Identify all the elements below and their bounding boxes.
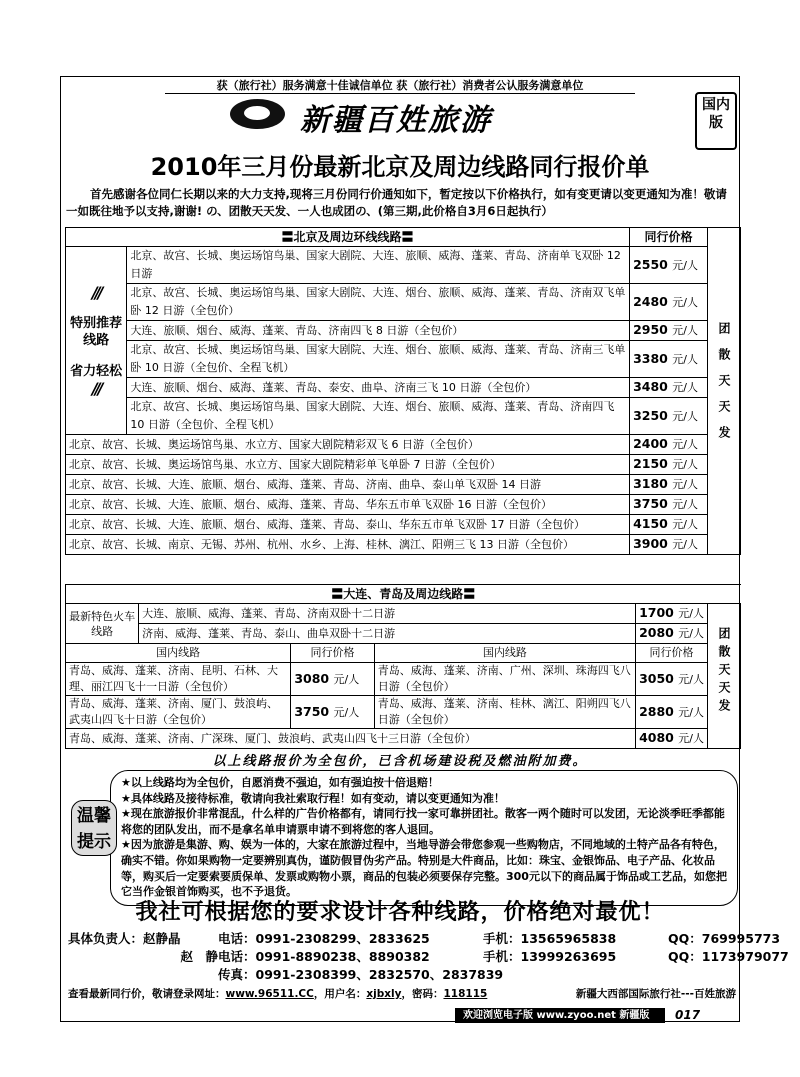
tip-item: ★因为旅游是集游、购、娱为一体的，大家在旅游过程中，当地导游会带您参观一些购物店，不同地域的土特产品各有特色，确实不错。你如果购物一定要辨别真伪，谨防假冒伪劣产品。特别是大件商品，比如：珠宝、金银饰品、电子产品、化妆品等，购买后一定要索要质保单、发票或购物小票，商品的包装必须要保存完整。300元以下的商品属于饰品或工艺品，如您把它当作金银首饰购买，也不予退货。	[121, 838, 727, 899]
recommended-side-label	[66, 247, 127, 435]
price-cell: 2950 元/人	[630, 321, 708, 341]
intro-text: 首先感谢各位同仁长期以来的大力支持,现将三月份同行价通知如下，暂定按以下价格执行，如有变更请以变更通知为准！敬请一如既往地予以支持,谢谢! の、团散天天发、一人也成团の、(第三期,此价格自3月6日起执行）	[66, 187, 727, 218]
price-cell: 3180 元/人	[630, 475, 708, 495]
user-label: ，用户名：	[313, 988, 367, 1000]
username-value: xjbxly	[366, 988, 402, 1000]
tips-badge: 温馨提示	[71, 800, 117, 856]
section1-header: 〓北京及周边环线线路〓	[66, 228, 630, 247]
route-cell: 北京、故宫、长城、奥运场馆鸟巢、国家大剧院、大连、旅顺、威海、蓬莱、青岛、济南单飞双卧 12 日游	[127, 247, 630, 284]
easy-label: 省力轻松	[70, 364, 123, 379]
train-label: 最新特色火车线路	[66, 604, 139, 644]
route-cell: 北京、故宫、长城、南京、无锡、苏州、杭州、水乡、上海、桂林、漓江、阳朔三飞 13 日游（全包价）	[66, 535, 630, 555]
route-cell: 北京、故宫、长城、奥运场馆鸟巢、水立方、国家大剧院精彩单飞单卧 7 日游（全包价）	[66, 455, 630, 475]
contact-row	[68, 948, 789, 966]
route-cell: 青岛、威海、蓬莱、济南、广州、深圳、珠海四飞八日游（全包价）	[374, 663, 635, 696]
recommend-mark-icon: ///	[91, 283, 101, 302]
award-banner: 获（旅行社）服务满意十佳诚信单位 获（旅行社）消费者公认服务满意单位	[165, 79, 635, 94]
contact-row	[68, 930, 789, 948]
col-price-header: 同行价格	[636, 644, 708, 663]
route-cell: 北京、故宫、长城、奥运场馆鸟巢、水立方、国家大剧院精彩双飞 6 日游（全包价）	[66, 435, 630, 455]
route-cell: 大连、旅顺、威海、蓬莱、青岛、济南双卧十二日游	[139, 604, 636, 624]
route-cell: 青岛、威海、蓬莱、济南、桂林、漓江、阳朔四飞八日游（全包价）	[374, 696, 635, 729]
route-cell: 大连、旅顺、烟台、威海、蓬莱、青岛、济南四飞 8 日游（全包价）	[127, 321, 630, 341]
website-link[interactable]: www.96511.CC	[225, 988, 314, 1000]
domestic-edition-tag: 国内版	[695, 92, 737, 150]
price-cell: 3900 元/人	[630, 535, 708, 555]
price-cell: 2550 元/人	[630, 247, 708, 284]
contact-fax: 传真：0991-2308399、2832570、2837839	[218, 967, 504, 982]
price-cell: 3750 元/人	[630, 495, 708, 515]
contact-qq: QQ：1173979077	[668, 949, 789, 964]
price-header: 同行价格	[630, 228, 708, 247]
route-cell: 青岛、威海、蓬莱、济南、昆明、石林、大理、丽江四飞十一日游（全包价）	[66, 663, 291, 696]
price-cell: 2400 元/人	[630, 435, 708, 455]
price-cell: 3480 元/人	[630, 378, 708, 398]
route-cell: 北京、故宫、长城、奥运场馆鸟巢、国家大剧院、大连、烟台、旅顺、威海、蓬莱、青岛、济南四飞 10 日游（全包价、全程飞机）	[127, 398, 630, 435]
daily-departure-label: 团散天天发	[707, 228, 740, 555]
footer-bar: 欢迎浏览电子版 www.zyoo.net 新疆版	[455, 1008, 665, 1023]
route-cell: 青岛、威海、蓬莱、济南、厦门、鼓浪屿、武夷山四飞十日游（全包价）	[66, 696, 291, 729]
route-cell: 北京、故宫、长城、大连、旅顺、烟台、威海、蓬莱、青岛、华东五市单飞双卧 16 日游（全包价）	[66, 495, 630, 515]
section2-header: 〓大连、青岛及周边线路〓	[66, 585, 741, 604]
route-cell: 北京、故宫、长城、奥运场馆鸟巢、国家大剧院、大连、烟台、旅顺、威海、蓬莱、青岛、济南双飞单卧 12 日游（全包价）	[127, 284, 630, 321]
slogan: 我社可根据您的要求设计各种线路，价格绝对最优！	[135, 900, 665, 925]
price-cell: 2480 元/人	[630, 284, 708, 321]
price-cell: 3050 元/人	[636, 663, 708, 696]
password-value: 118115	[443, 988, 488, 1000]
price-cell: 4080 元/人	[636, 729, 708, 749]
route-cell: 北京、故宫、长城、大连、旅顺、烟台、威海、蓬莱、青岛、泰山、华东五市单飞双卧 17 日游（全包价）	[66, 515, 630, 535]
price-cell: 2150 元/人	[630, 455, 708, 475]
tip-item: ★具体线路及接待标准，敬请向我社索取行程！如有变动，请以变更通知为准！	[121, 791, 505, 805]
price-cell: 2080 元/人	[636, 624, 708, 644]
recommend-mark-icon: ///	[91, 379, 101, 398]
logo-emblem-icon	[230, 99, 285, 129]
contact-name: 赵 静	[180, 949, 218, 964]
logo	[230, 93, 600, 138]
tips-box	[110, 770, 738, 906]
tip-item: ★现在旅游报价非常混乱，什么样的广告价格都有，请同行找一家可靠拼团社。散客一两个随时可以发团，无论淡季旺季都能将您的团队发出，而不是拿名单申请票申请不到将您的客人退回。	[121, 807, 725, 836]
contact-phone: 电话：0991-2308299、2833625	[218, 931, 430, 946]
beijing-routes-table	[65, 227, 741, 555]
web-prefix: 查看最新同行价，敬请登录网址：	[68, 988, 226, 1000]
price-notice: 以上线路报价为全包价，已含机场建设税及燃油附加费。	[212, 754, 588, 769]
contact-name: 具体负责人：赵静晶	[68, 931, 181, 946]
route-cell: 济南、威海、蓬莱、青岛、泰山、曲阜双卧十二日游	[139, 624, 636, 644]
contact-mobile: 手机：13999263695	[483, 949, 617, 964]
daily-departure-label-2: 团散天天发	[707, 604, 740, 749]
route-cell: 北京、故宫、长城、大连、旅顺、烟台、威海、蓬莱、青岛、济南、曲阜、泰山单飞双卧 14 日游	[66, 475, 630, 495]
dalian-qingdao-table	[65, 584, 741, 749]
route-cell: 青岛、威海、蓬莱、济南、广深珠、厦门、鼓浪屿、武夷山四飞十三日游（全包价）	[66, 729, 636, 749]
logo-text: 新疆百姓旅游	[300, 103, 492, 138]
contact-row	[68, 966, 789, 984]
price-cell: 4150 元/人	[630, 515, 708, 535]
price-cell: 3380 元/人	[630, 341, 708, 378]
route-cell: 大连、旅顺、烟台、威海、蓬莱、青岛、泰安、曲阜、济南三飞 10 日游（全包价）	[127, 378, 630, 398]
page-number: 017	[675, 1008, 701, 1022]
col-route-header: 国内线路	[374, 644, 635, 663]
web-login-line	[68, 986, 736, 1001]
price-cell: 1700 元/人	[636, 604, 708, 624]
page-footer	[440, 1008, 740, 1024]
price-cell: 3250 元/人	[630, 398, 708, 435]
company-name: 新疆大西部国际旅行社---百姓旅游	[575, 988, 736, 1000]
contact-qq: QQ：769995773	[668, 931, 781, 946]
page-title: 2010年三月份最新北京及周边线路同行报价单	[150, 153, 650, 181]
contact-phone: 电话：0991-8890238、8890382	[218, 949, 430, 964]
tip-item: ★以上线路均为全包价，自愿消费不强迫，如有强迫按十倍退赔！	[121, 776, 439, 789]
contact-mobile: 手机：13565965838	[483, 931, 617, 946]
price-cell: 3080 元/人	[291, 663, 374, 696]
col-price-header: 同行价格	[291, 644, 374, 663]
price-cell: 2880 元/人	[636, 696, 708, 729]
recommended-label: 特别推荐线路	[70, 316, 123, 348]
route-cell: 北京、故宫、长城、奥运场馆鸟巢、国家大剧院、大连、烟台、旅顺、威海、蓬莱、青岛、济南三飞单卧 10 日游（全包价、全程飞机）	[127, 341, 630, 378]
contacts	[68, 930, 789, 984]
col-route-header: 国内线路	[66, 644, 291, 663]
price-cell: 3750 元/人	[291, 696, 374, 729]
password-label: ，密码：	[401, 988, 444, 1000]
